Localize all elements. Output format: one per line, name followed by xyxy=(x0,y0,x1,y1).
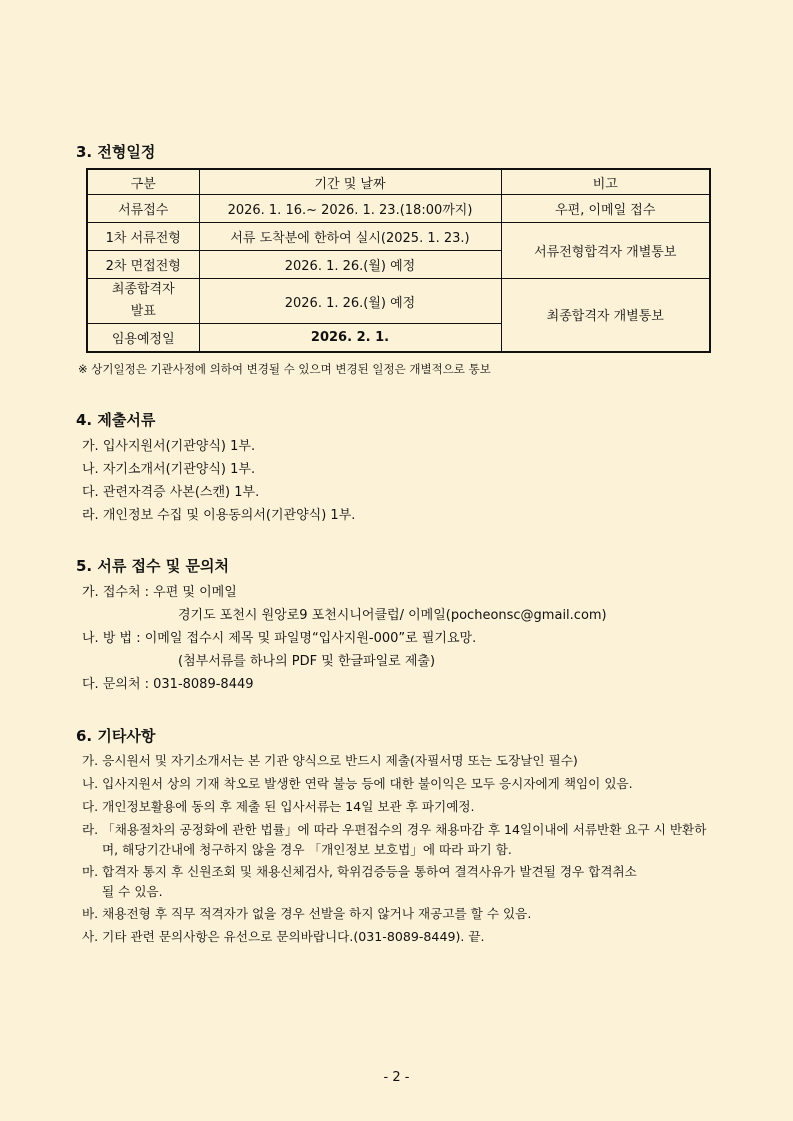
cell-note: 우편, 이메일 접수 xyxy=(501,195,710,223)
cell-category: 1차 서류전형 xyxy=(87,223,199,251)
schedule-table xyxy=(86,168,711,353)
section-5-list xyxy=(82,581,607,696)
cell-category-line1: 최종합격자 xyxy=(111,282,175,297)
list-item: 사. 기타 관련 문의사항은 유선으로 문의바랍니다.(031-8089-8449). 끝. xyxy=(82,929,485,944)
table-row xyxy=(87,223,710,251)
list-item: 나. 입사지원서 상의 기재 착오로 발생한 연락 불능 등에 대한 불이익은 모두 응시자에게 책임이 있음. xyxy=(82,776,633,791)
table-header-row xyxy=(87,169,710,195)
list-item-line1: 라. 「채용절차의 공정화에 관한 법률」에 따라 우편접수의 경우 채용마감 후 14일이내에 서류반환 요구 시 반환하 xyxy=(82,822,707,837)
table-row xyxy=(87,279,710,324)
cell-period: 2026. 1. 16.~ 2026. 1. 23.(18:00까지) xyxy=(199,195,501,223)
list-item: 나. 자기소개서(기관양식) 1부. xyxy=(82,462,256,477)
list-item-line2: 될 수 있음. xyxy=(102,884,163,899)
list-item-line1: 마. 합격자 통지 후 신원조회 및 채용신체검사, 학위검증등을 통하여 결격사유가 발견될 경우 합격취소 xyxy=(82,864,637,879)
cell-category: 임용예정일 xyxy=(87,324,199,352)
section-3-title: 3. 전형일정 xyxy=(76,143,156,161)
list-item: 나. 방 법 : 이메일 접수시 제목 및 파일명“입사지원-000”로 필기요망. xyxy=(82,631,477,646)
list-item: 다. 문의처 : 031-8089-8449 xyxy=(82,677,254,692)
cell-category: 2차 면접전형 xyxy=(87,251,199,279)
list-item: 가. 접수처 : 우편 및 이메일 xyxy=(82,585,237,600)
schedule-footnote: ※ 상기일정은 기관사정에 의하여 변경될 수 있으며 변경된 일정은 개별적으로 통보 xyxy=(78,362,491,376)
section-6-list xyxy=(82,749,706,948)
list-item xyxy=(82,818,706,860)
section-5-title: 5. 서류 접수 및 문의처 xyxy=(76,557,229,575)
section-4-list xyxy=(82,435,355,527)
header-category: 구분 xyxy=(87,169,199,195)
cell-period: 서류 도착분에 한하여 실시(2025. 1. 23.) xyxy=(199,223,501,251)
list-item: 가. 응시원서 및 자기소개서는 본 기관 양식으로 반드시 제출(자필서명 또는 도장날인 필수) xyxy=(82,753,578,768)
page-number: - 2 - xyxy=(383,1070,410,1085)
list-item: 바. 채용전형 후 직무 적격자가 없을 경우 선발을 하지 않거나 재공고를 할 수 있음. xyxy=(82,906,532,921)
list-item: 다. 관련자격증 사본(스캔) 1부. xyxy=(82,485,260,500)
header-period: 기간 및 날짜 xyxy=(199,169,501,195)
header-note: 비고 xyxy=(501,169,710,195)
list-item: 다. 개인정보활용에 동의 후 제출 된 입사서류는 14일 보관 후 파기예정. xyxy=(82,799,475,814)
cell-category xyxy=(87,279,199,324)
cell-category-line2: 발표 xyxy=(130,304,156,319)
list-item: 라. 개인정보 수집 및 이용동의서(기관양식) 1부. xyxy=(82,508,356,523)
cell-note: 최종합격자 개별통보 xyxy=(501,279,710,352)
cell-period: 2026. 1. 26.(월) 예정 xyxy=(199,251,501,279)
cell-category: 서류접수 xyxy=(87,195,199,223)
section-4-title: 4. 제출서류 xyxy=(76,411,156,429)
cell-period: 2026. 1. 26.(월) 예정 xyxy=(199,279,501,324)
cell-period: 2026. 2. 1. xyxy=(199,324,501,352)
list-item-line2: 며, 해당기간내에 청구하지 않을 경우 「개인정보 보호법」에 따라 파기 함. xyxy=(102,842,512,857)
section-6-title: 6. 기타사항 xyxy=(76,727,156,745)
list-item xyxy=(82,860,706,902)
table-row xyxy=(87,195,710,223)
list-item: 가. 입사지원서(기관양식) 1부. xyxy=(82,439,256,454)
cell-note: 서류전형합격자 개별통보 xyxy=(501,223,710,279)
list-item: (첨부서류를 하나의 PDF 및 한글파일로 제출) xyxy=(178,654,436,669)
list-item: 경기도 포천시 원앙로9 포천시니어클럽/ 이메일(pocheonsc@gmail.com) xyxy=(178,608,607,623)
